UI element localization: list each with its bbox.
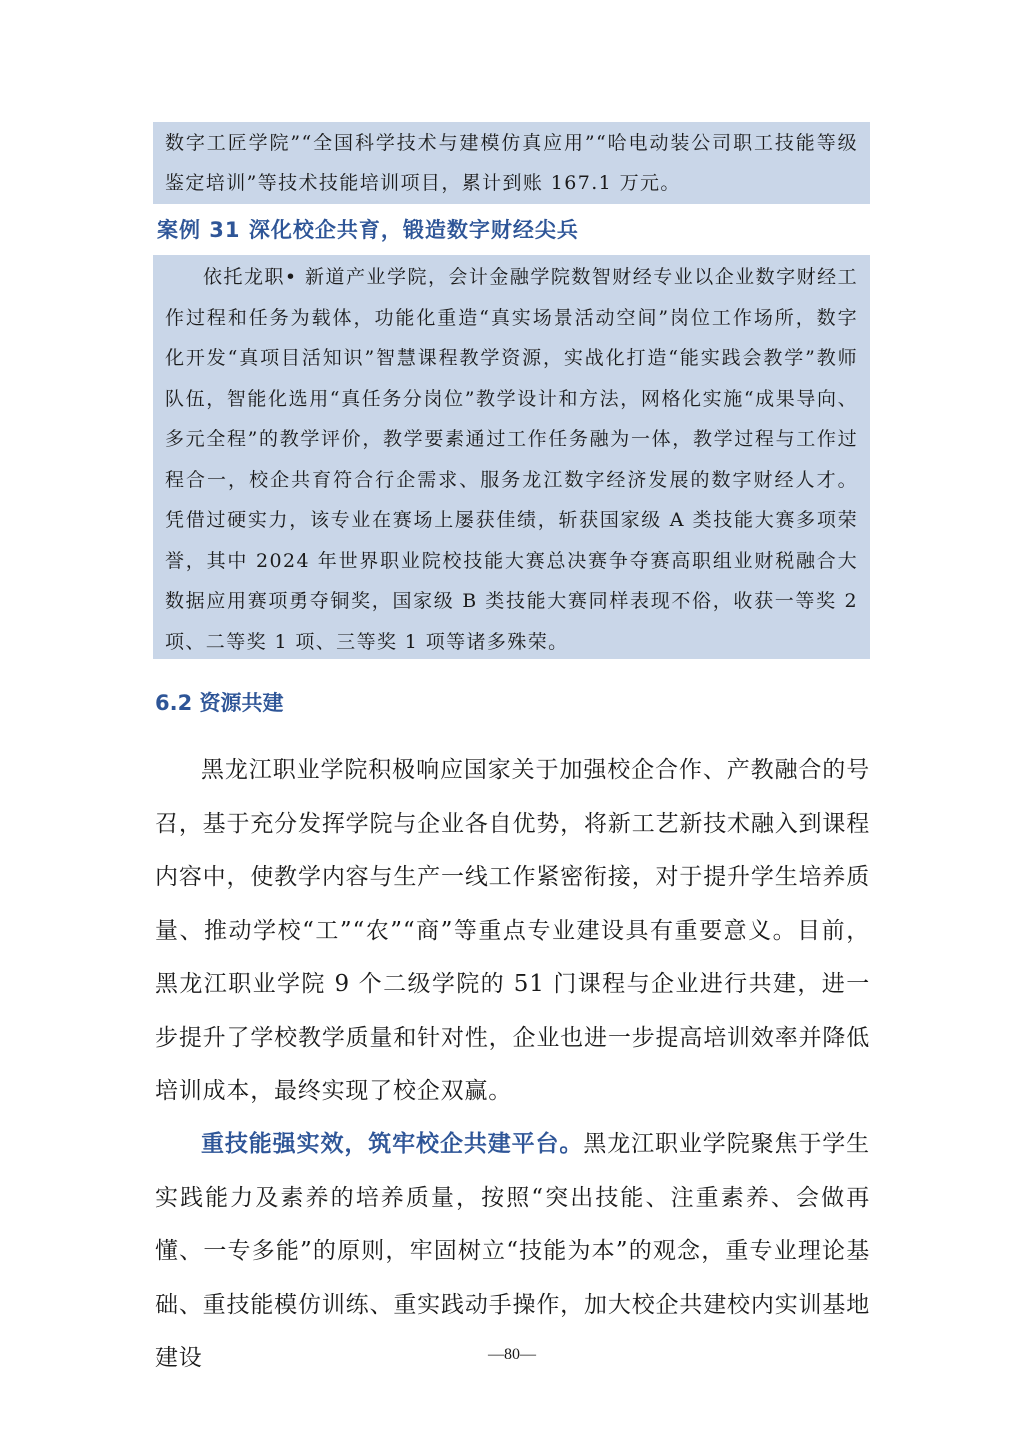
continued-case-text: 数字工匠学院”“全国科学技术与建模仿真应用”“哈电动装公司职工技能等级鉴定培训”等技术技能培训项目，累计到账 167.1 万元。 (165, 132, 858, 194)
paragraph-lead: 重技能强实效，筑牢校企共建平台。 (201, 1130, 584, 1157)
case-title: 案例 31 深化校企共育，锻造数字财经尖兵 (157, 218, 579, 242)
case-box (153, 255, 870, 659)
continued-case-box (153, 122, 870, 204)
page-number: —80— (488, 1346, 536, 1363)
paragraph-text: 黑龙江职业学院聚焦于学生实践能力及素养的培养质量，按照“突出技能、注重素养、会做再懂、一专多能”的原则，牢固树立“技能为本”的观念，重专业理论基础、重技能模仿训练、重实践动手操作，加大校企共建校内实训基地建设 (155, 1131, 870, 1371)
section-title: 6.2 资源共建 (155, 691, 284, 715)
case-text: 依托龙职• 新道产业学院，会计金融学院数智财经专业以企业数字财经工作过程和任务为载体，功能化重造“真实场景活动空间”岗位工作场所，数字化开发“真项目活知识”智慧课程教学资源，实战化打造“能实践会教学”教师队伍，智能化选用“真任务分岗位”教学设计和方法，网格化实施“成果导向、多元全程”的教学评价，教学要素通过工作任务融为一体，教学过程与工作过程合一，校企共育符合行企需求、服务龙江数字经济发展的数字财经人才。凭借过硬实力，该专业在赛场上屡获佳绩，斩获国家级 A 类技能大赛多项荣誉，其中 2024 年世界职业院校技能大赛总决赛争夺赛高职组业财税融合大数据应用赛项勇夺铜奖，国家级 B 类技能大赛同样表现不俗，收获一等奖 2 项、二等奖 1 项、三等奖 1 项等诸多殊荣。 (165, 266, 858, 653)
body-paragraph: 黑龙江职业学院积极响应国家关于加强校企合作、产教融合的号召，基于充分发挥学院与企业各自优势，将新工艺新技术融入到课程内容中，使教学内容与生产一线工作紧密衔接，对于提升学生培养质量、推动学校“工”“农”“商”等重点专业建设具有重要意义。目前，黑龙江职业学院 9 个二级学院的 51 门课程与企业进行共建，进一步提升了学校教学质量和针对性，企业也进一步提高培训效率并降低培训成本，最终实现了校企双赢。 (155, 757, 870, 1104)
